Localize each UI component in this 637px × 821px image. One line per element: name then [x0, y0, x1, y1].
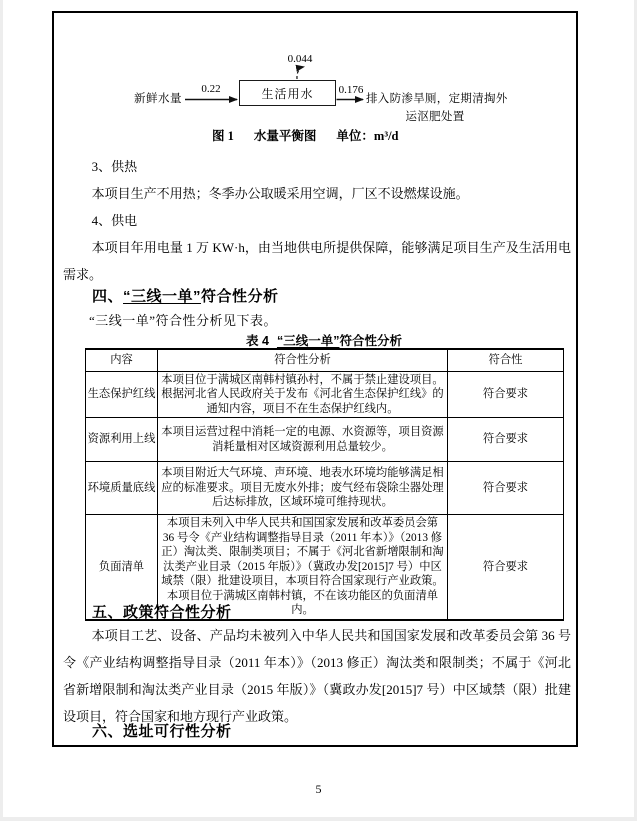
- subsection-power-text: 本项目年用电量 1 万 KW·h，由当地供电所提供保障，能够满足项目生产及生活用电需求。: [63, 240, 571, 282]
- table-caption-label: 表 4: [246, 334, 269, 348]
- section-heading-six: 六、选址可行性分析: [92, 723, 232, 740]
- policy-analysis-text: 本项目工艺、设备、产品均未被列入中华人民共和国国家发展和改革委员会第 36 号令《产业结构调整指导目录（2011 年本）》（2013 修正）淘汰类和限制类；不属于《河北省新增限制和淘汰类产业目录（2015 年版）》（冀政办发[2015]7 号）中区域禁（限）批建设项目，符合国家和地方现行产业政策。: [63, 628, 571, 724]
- body-text-utilities: [63, 153, 571, 288]
- figure-title: 水量平衡图: [253, 129, 317, 143]
- loss-arrow-dashed: [297, 67, 304, 79]
- diagram-input-value: 0.22: [201, 83, 221, 95]
- compliance-table: [85, 348, 564, 621]
- figure-caption: [212, 126, 399, 144]
- table-caption: [85, 331, 563, 349]
- diagram-process-box: [239, 80, 336, 106]
- table-caption-post: 符合性分析: [339, 334, 402, 348]
- subsection-heating-title: 3、供热: [91, 159, 138, 174]
- row-analysis-text: 本项目位于满城区南韩村镇孙村，不属于禁止建设项目。根据河北省人民政府关于发布《河北省生态保护红线》的通知内容，项目不在生态保护红线内。: [158, 371, 448, 418]
- row-conformity: 符合要求: [448, 418, 564, 462]
- row-content-label: 资源利用上线: [86, 418, 158, 462]
- heading-four-pre: 四、: [92, 288, 124, 305]
- row-analysis-text: 本项目运营过程中消耗一定的电源、水资源等，项目资源消耗量相对区域资源利用总量较少。: [158, 418, 448, 462]
- diagram-output-text-line2: 运沤肥处置: [405, 111, 465, 123]
- subsection-power-title: 4、供电: [91, 213, 138, 228]
- section-heading-five: 五、政策符合性分析: [92, 604, 232, 621]
- col-header-analysis: 符合性分析: [158, 349, 448, 371]
- table-row: [86, 418, 564, 462]
- diagram-box-label: 生活用水: [261, 86, 314, 101]
- row-conformity: 符合要求: [448, 515, 564, 620]
- row-content-label: 生态保护红线: [86, 371, 158, 418]
- subsection-heating-text: 本项目生产不用热；冬季办公取暖采用空调，厂区不设燃煤设施。: [91, 186, 469, 201]
- row-content-label: 环境质量底线: [86, 462, 158, 515]
- diagram-loss-value: 0.044: [287, 53, 313, 65]
- row-conformity: 符合要求: [448, 371, 564, 418]
- figure-number: 图 1: [212, 129, 234, 143]
- section-heading-four: [63, 285, 279, 306]
- diagram-input-label: 新鲜水量: [134, 93, 182, 105]
- table-row: [86, 462, 564, 515]
- policy-analysis-paragraph: [63, 622, 571, 730]
- table-intro-line: “三线一单”符合性分析见下表。: [89, 313, 278, 328]
- figure-unit: 单位：m³/d: [336, 129, 399, 143]
- col-header-conformity: 符合性: [448, 349, 564, 371]
- heading-four-underlined: “三线一单”: [123, 288, 202, 305]
- diagram-output-value: 0.176: [338, 84, 364, 96]
- row-analysis-text: 本项目附近大气环境、声环境、地表水环境均能够满足相应的标准要求。项目无废水外排；废气经布袋除尘器处理后达标排放，区域环境可维持现状。: [158, 462, 448, 515]
- page-number: 5: [315, 782, 322, 796]
- table-row: [86, 371, 564, 418]
- table-header-row: [86, 349, 564, 371]
- table-caption-underlined: “三线一单”: [276, 334, 340, 348]
- row-content-label: 负面清单: [86, 515, 158, 620]
- row-analysis-text: 本项目未列入中华人民共和国国家发展和改革委员会第 36 号令《产业结构调整指导目录（2011 年本）》（2013 修正）淘汰类、限制类项目；不属于《河北省新增限制和淘汰类产业目录（2015 年版）》（冀政办发[2015]7 号）中区域禁（限）批建设项目，本项目符合国家现行产业政策。本项目位于满城区南韩村镇，不在该功能区的负面清单内。: [158, 515, 448, 620]
- heading-four-post: 符合性分析: [201, 288, 279, 305]
- row-conformity: 符合要求: [448, 462, 564, 515]
- col-header-content: 内容: [86, 349, 158, 371]
- diagram-output-text-line1: 排入防渗旱厕，定期清掏外: [366, 93, 508, 105]
